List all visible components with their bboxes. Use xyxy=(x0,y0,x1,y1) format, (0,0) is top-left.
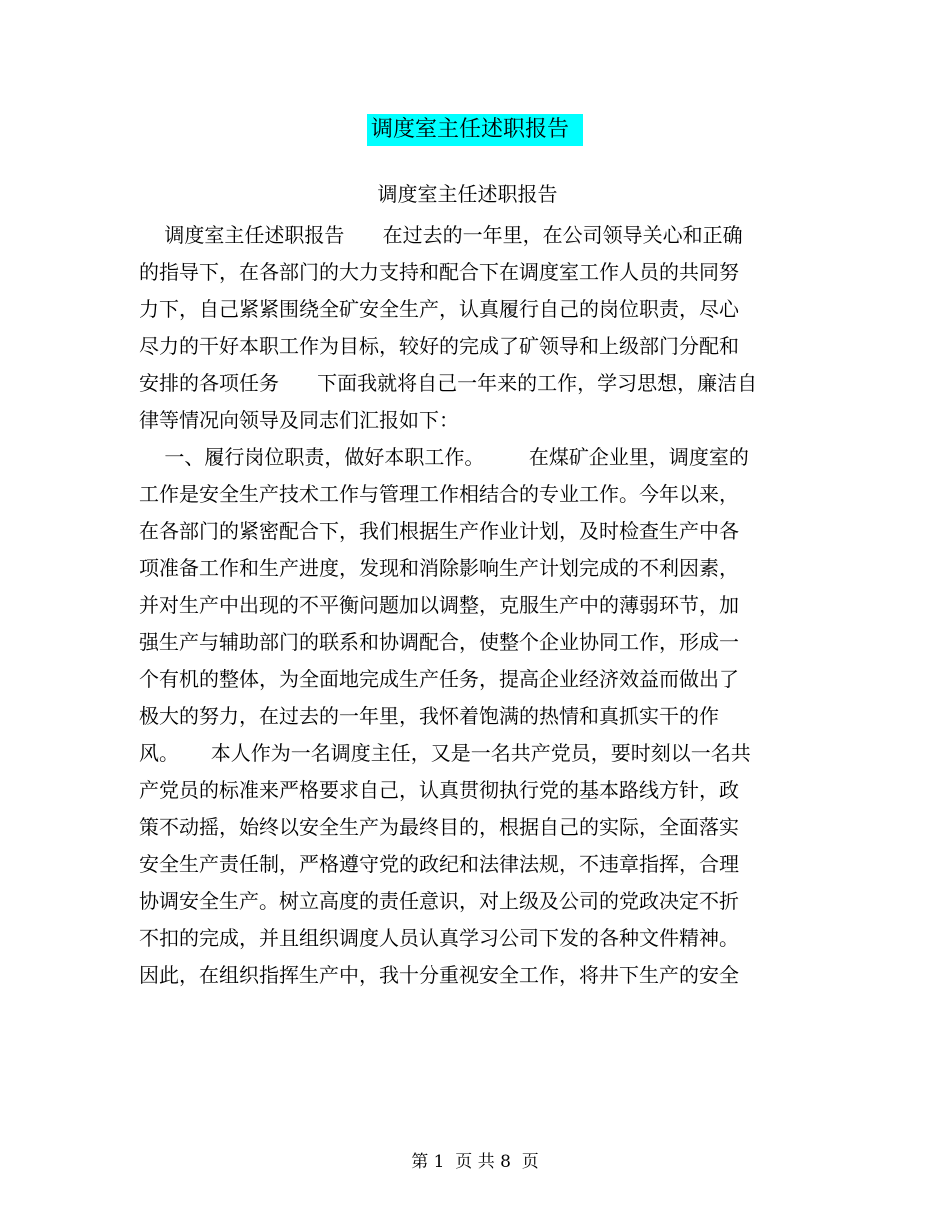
body-line: 策不动摇，始终以安全生产为最终目的，根据自己的实际，全面落实 xyxy=(139,815,739,839)
body-line: 风。 本人作为一名调度主任，又是一名共产党员，要时刻以一名共 xyxy=(139,741,751,765)
document-title: 调度室主任述职报告 xyxy=(367,114,583,146)
body-line: 产党员的标准来严格要求自己，认真贯彻执行党的基本路线方针，政 xyxy=(139,778,739,802)
body-line: 极大的努力，在过去的一年里，我怀着饱满的热情和真抓实干的作 xyxy=(139,704,719,728)
body-line: 一、履行岗位职责，做好本职工作。 在煤矿企业里，调度室的 xyxy=(139,445,749,469)
body-line: 项准备工作和生产进度，发现和消除影响生产计划完成的不利因素， xyxy=(139,556,739,580)
document-subtitle: 调度室主任述职报告 xyxy=(377,182,558,206)
body-line: 因此，在组织指挥生产中，我十分重视安全工作，将井下生产的安全 xyxy=(139,963,739,987)
document-body xyxy=(139,217,789,994)
body-line: 的指导下，在各部门的大力支持和配合下在调度室工作人员的共同努 xyxy=(139,260,739,284)
body-line: 力下，自己紧紧围绕全矿安全生产，认真履行自己的岗位职责，尽心 xyxy=(139,297,739,321)
body-line: 调度室主任述职报告 在过去的一年里，在公司领导关心和正确 xyxy=(139,223,743,247)
body-line: 工作是安全生产技术工作与管理工作相结合的专业工作。今年以来， xyxy=(139,482,739,506)
page-number-footer: 第 1 页 共 8 页 xyxy=(411,1152,539,1172)
body-line: 个有机的整体，为全面地完成生产任务，提高企业经济效益而做出了 xyxy=(139,667,739,691)
body-line: 安排的各项任务 下面我就将自己一年来的工作，学习思想，廉洁自 xyxy=(139,371,758,395)
body-line: 安全生产责任制，严格遵守党的政纪和法律法规，不违章指挥，合理 xyxy=(139,852,739,876)
body-line: 强生产与辅助部门的联系和协调配合，使整个企业协同工作，形成一 xyxy=(139,630,739,654)
document-title-wrapper xyxy=(0,114,950,146)
body-line: 协调安全生产。树立高度的责任意识，对上级及公司的党政决定不折 xyxy=(139,889,739,913)
body-line: 并对生产中出现的不平衡问题加以调整，克服生产中的薄弱环节，加 xyxy=(139,593,739,617)
body-line: 尽力的干好本职工作为目标，较好的完成了矿领导和上级部门分配和 xyxy=(139,334,739,358)
body-line: 律等情况向领导及同志们汇报如下： xyxy=(139,408,459,432)
body-line: 不扣的完成，并且组织调度人员认真学习公司下发的各种文件精神。 xyxy=(139,926,739,950)
body-line: 在各部门的紧密配合下，我们根据生产作业计划，及时检查生产中各 xyxy=(139,519,739,543)
